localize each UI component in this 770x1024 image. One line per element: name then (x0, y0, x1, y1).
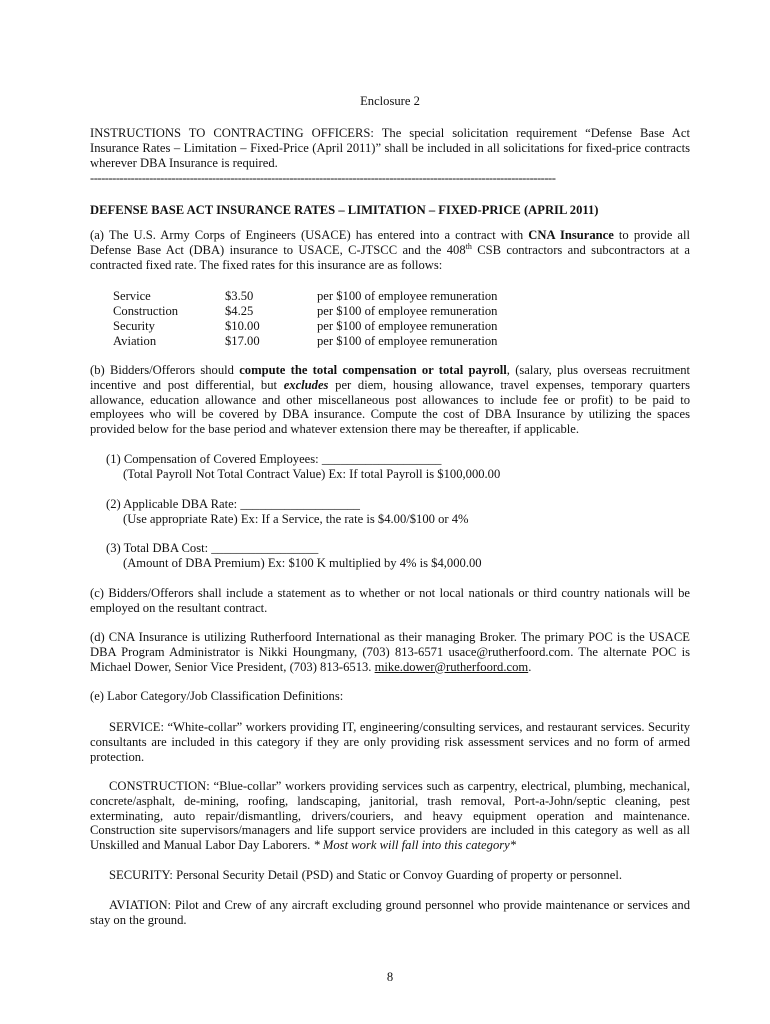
paragraph-a: (a) The U.S. Army Corps of Engineers (USACE) has entered into a contract with CNA Insurance to provide all Defense Base Act (DBA) insurance to USACE, C-JTSCC and the 408th CSB contractors and subcontractors at a contracted fixed rate. The fixed rates for this insurance are as follows: (90, 228, 690, 272)
rate-basis: per $100 of employee remuneration (317, 319, 498, 333)
definition-construction: CONSTRUCTION: “Blue-collar” workers providing services such as carpentry, electrical, plumbing, mechanical, concrete/asphalt, de-mining, roofing, landscaping, janitorial, trash removal, Port-a-John/septic cleaning, pest exterminating, auto repair/dismantling, drivers/couriers, and heavy equipment operation and maintenance. Construction site supervisors/managers and life support service providers are included in this category as well as all Unskilled and Manual Labor Day Laborers. * Most work will fall into this category* (90, 779, 690, 853)
rate-basis: per $100 of employee remuneration (317, 304, 498, 318)
definition-aviation: AVIATION: Pilot and Crew of any aircraft excluding ground personnel who provide maintenance or services and stay on the ground. (90, 898, 690, 927)
rate-blank: ___________________ (240, 497, 360, 511)
rate-category: Construction (113, 304, 179, 318)
definition-service: SERVICE: “White-collar” workers providing IT, engineering/consulting services, and restaurant services. Security consultants are included in this category if they are only providing risk assessment services and no form of armed protection. (90, 720, 690, 764)
item-1-compensation: (1) Compensation of Covered Employees: ___________________ (106, 452, 442, 466)
rate-basis: per $100 of employee remuneration (317, 289, 498, 303)
rate-basis: per $100 of employee remuneration (317, 334, 498, 348)
item-2-rate: (2) Applicable DBA Rate: ___________________ (106, 497, 360, 511)
rate-value: $10.00 (225, 319, 260, 333)
section-heading: DEFENSE BASE ACT INSURANCE RATES – LIMITATION – FIXED-PRICE (APRIL 2011) (90, 203, 599, 217)
rate-value: $17.00 (225, 334, 260, 348)
dash-separator: ------------------------------------------------------------------------------------------------------------------------------ (90, 171, 556, 185)
rate-value: $3.50 (225, 289, 254, 303)
rate-category: Security (113, 319, 155, 333)
rate-value: $4.25 (225, 304, 254, 318)
email-link[interactable]: mike.dower@rutherfoord.com (374, 659, 529, 674)
paragraph-b: (b) Bidders/Offerors should compute the total compensation or total payroll, (salary, plus overseas recruitment incentive and post differential, but excludes per diem, housing allowance, travel expenses, temporary quarters allowance, education allowance and other miscellaneous post allowances to include fee or profit) to be paid to employees who will be covered by DBA insurance. Compute the cost of DBA Insurance by utilizing the spaces provided below for the base period and whatever extension there may be thereafter, if applicable. (90, 363, 691, 437)
definition-security: SECURITY: Personal Security Detail (PSD) and Static or Convoy Guarding of property or personnel. (109, 868, 623, 882)
enclosure-title: Enclosure 2 (360, 94, 420, 108)
paragraph-c: (c) Bidders/Offerors shall include a statement as to whether or not local nationals or third country nationals will be employed on the resultant contract. (90, 586, 690, 615)
item-3-note: (Amount of DBA Premium) Ex: $100 K multiplied by 4% is $4,000.00 (123, 556, 482, 570)
paragraph-d: (d) CNA Insurance is utilizing Rutherfoord International as their managing Broker. The primary POC is the USACE DBA Program Administrator is Nikki Houngmany, (703) 813-6571 usace@rutherfoord.com. The alternate POC is Michael Dower, Senior Vice President, (703) 813-6513. mike.dower@rutherfoord.com. (90, 630, 690, 674)
instructions-paragraph: INSTRUCTIONS TO CONTRACTING OFFICERS: The special solicitation requirement “Defense Base Act Insurance Rates – Limitation – Fixed-Price (April 2011)” shall be included in all solicitations for fixed-price contracts wherever DBA Insurance is required. (90, 126, 690, 170)
rate-category: Service (113, 289, 151, 303)
page-number: 8 (386, 970, 394, 984)
cna-insurance-bold: CNA Insurance (528, 228, 614, 242)
item-1-note: (Total Payroll Not Total Contract Value) Ex: If total Payroll is $100,000.00 (123, 467, 501, 481)
rate-category: Aviation (113, 334, 157, 348)
compensation-blank: ___________________ (321, 452, 442, 466)
total-cost-blank: _________________ (211, 541, 319, 555)
paragraph-e: (e) Labor Category/Job Classification Definitions: (90, 689, 344, 703)
item-3-total-cost: (3) Total DBA Cost: _________________ (106, 541, 319, 555)
item-2-note: (Use appropriate Rate) Ex: If a Service, the rate is $4.00/$100 or 4% (123, 512, 469, 526)
